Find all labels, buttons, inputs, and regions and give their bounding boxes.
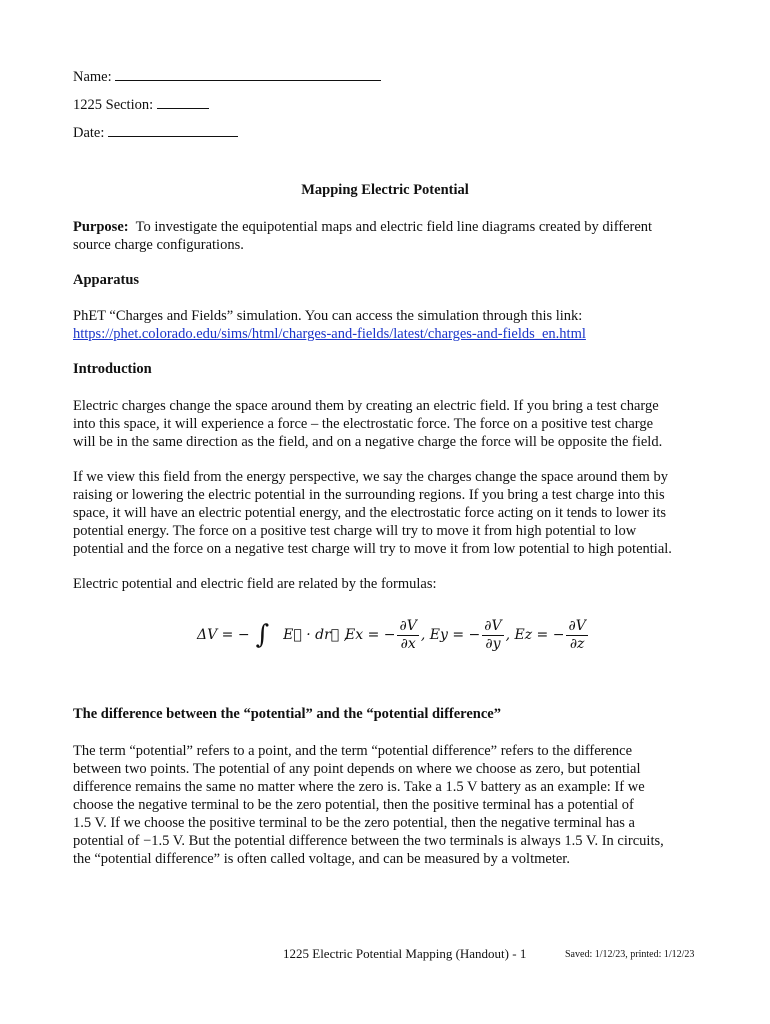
delta-v-label: ΔV = −: [197, 627, 250, 643]
denominator: ∂y: [485, 635, 501, 652]
difference-line: choose the negative terminal to be the zero potential, then the positive terminal has a potential of: [73, 797, 634, 813]
intro-p2-line: If we view this field from the energy perspective, we say the charges change the space around them by: [73, 469, 668, 485]
difference-line: The term “potential” refers to a point, and the term “potential difference” refers to the difference: [73, 743, 633, 759]
formula-potential: [197, 614, 348, 656]
section-label: 1225 Section:: [73, 97, 154, 113]
purpose-line-2: source charge configurations.: [73, 237, 244, 253]
intro-p2-line: raising or lowering the electric potential in the surrounding regions. If you bring a test charge into this: [73, 487, 665, 503]
intro-p2-line: potential energy. The force on a positive test charge will try to move it from high potential to low: [73, 523, 637, 539]
date-blank: [108, 122, 238, 137]
numerator: ∂V: [399, 617, 417, 634]
intro-p3-line: Electric potential and electric field are related by the formulas:: [73, 576, 437, 592]
intro-paragraph-1: [73, 397, 703, 451]
purpose-label: Purpose:: [73, 219, 129, 235]
apparatus-text: PhET “Charges and Fields” simulation. You can access the simulation through this link:: [73, 308, 583, 324]
numerator: ∂V: [568, 617, 586, 634]
integral-symbol: ∫: [255, 620, 270, 650]
difference-line: difference remains the same no matter where the zero is. Take a 1.5 V battery as an example: If we: [73, 779, 645, 795]
fraction-dv-dy: [482, 618, 503, 653]
fraction-dv-dx: [397, 618, 418, 653]
purpose-line-1: To investigate the equipotential maps and electric field line diagrams created by different: [135, 219, 653, 235]
intro-p1-line: Electric charges change the space around them by creating an electric field. If you bring a test charge: [73, 398, 659, 414]
difference-line: potential of −1.5 V. But the potential difference between the two terminals is always 1.5 V. In circuits,: [73, 833, 664, 849]
date-label: Date:: [73, 125, 105, 141]
introduction-heading: Introduction: [73, 361, 152, 377]
ex-label: Ex = −: [345, 627, 396, 643]
intro-p1-line: will be in the same direction as the field, and on a negative charge the force will be opposite the field.: [73, 434, 663, 450]
denominator: ∂x: [400, 635, 416, 652]
intro-paragraph-2: [73, 468, 703, 558]
date-field: [73, 122, 238, 142]
intro-p2-line: space, it will have an electric potential energy, and the electrostatic force acting on it tends to lower its: [73, 505, 667, 521]
difference-line: between two points. The potential of any point depends on where we choose as zero, but potential: [73, 761, 641, 777]
difference-line: the “potential difference” is often called voltage, and can be measured by a voltmeter.: [73, 851, 570, 867]
name-blank: [115, 66, 381, 81]
apparatus-heading: Apparatus: [73, 272, 140, 288]
footer-saved-date: Saved: 1/12/23, printed: 1/12/23: [565, 949, 695, 960]
section-blank: [157, 94, 209, 109]
difference-heading: The difference between the “potential” and the “potential difference”: [73, 706, 501, 722]
intro-p2-line: potential and the force on a negative test charge will try to move it from low potential to high potential.: [73, 541, 672, 557]
apparatus-section: [73, 307, 703, 343]
section-field: [73, 94, 209, 114]
name-label: Name:: [73, 69, 112, 85]
name-field: [73, 66, 381, 86]
ez-label: , Ez = −: [505, 627, 565, 643]
simulation-link[interactable]: https://phet.colorado.edu/sims/html/charges-and-fields/latest/charges-and-fields_en.html: [73, 326, 586, 342]
formula-field: [345, 612, 590, 658]
intro-p1-line: into this space, it will experience a force – the electrostatic force. The force on a positive test charge: [73, 416, 654, 432]
page-title: Mapping Electric Potential: [301, 182, 469, 198]
fraction-dv-dz: [566, 618, 587, 653]
difference-line: 1.5 V. If we choose the positive terminal to be the zero potential, then the negative terminal has a: [73, 815, 635, 831]
ey-label: , Ey = −: [420, 627, 481, 643]
difference-paragraph: [73, 742, 703, 868]
integrand: E⃗ · dr⃗ ,: [283, 627, 349, 643]
denominator: ∂z: [569, 635, 585, 652]
numerator: ∂V: [484, 617, 502, 634]
footer-page-label: 1225 Electric Potential Mapping (Handout) - 1: [283, 946, 527, 961]
intro-paragraph-3: [73, 575, 703, 593]
purpose-section: [73, 218, 703, 254]
